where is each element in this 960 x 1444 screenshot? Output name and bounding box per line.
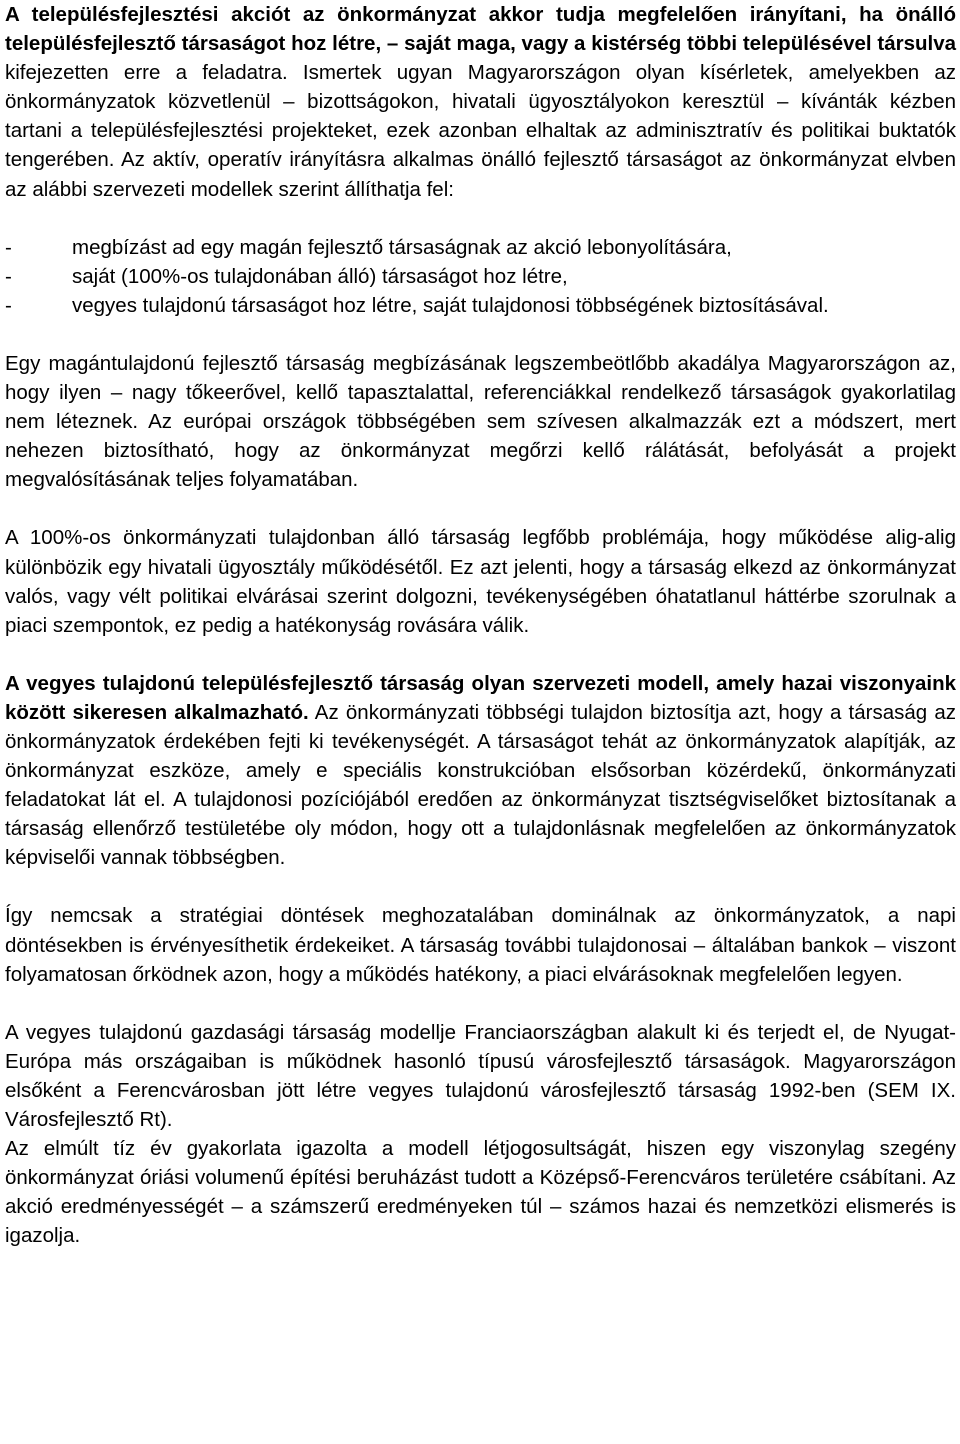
paragraph-mixed-ownership [5, 669, 956, 873]
paragraph-intro [5, 0, 956, 204]
mixed-ownership-text: Az önkormányzati többségi tulajdon biztosítja azt, hogy a társaság az önkormányzatok érdekében fejti ki tevékenységét. A társaságot tehát az önkormányzatok alapítják, az önkormányzat eszköze, amely e speciális konstrukcióban elsősorban közérdekű, önkormányzati feladatokat lát el. A tulajdonosi pozíciójából eredően az önkormányzat tisztségviselőket biztosítanak a társaság ellenőrző testületébe oly módon, hogy ott a tulajdonlásnak megfelelően az önkormányzatok képviselői vannak többségben. [5, 700, 956, 870]
paragraph-results: Az elmúlt tíz év gyakorlata igazolta a modell létjogosultságát, hiszen egy viszonylag szegény önkormányzat óriási volumenű építési beruházást tudott a Középső-Ferencváros területére csábítani. Az akció eredményességét – a számszerű eredményeken túl – számos hazai és nemzetközi elismerés is igazolja. [5, 1137, 956, 1248]
list-dash: - [5, 293, 12, 317]
mixed-ownership-bold-text: A vegyes tulajdonú településfejlesztő társaság olyan szervezeti modell, amely hazai viszonyaink között sikeresen alkalmazható. [5, 671, 956, 724]
intro-bold-text: A településfejlesztési akciót az önkormányzat akkor tudja megfelelően irányítani, ha önálló településfejlesztő társaságot hoz létre, – saját maga, vagy a kistérség többi településével társulva [5, 3, 956, 56]
paragraph-private-developer: Egy magántulajdonú fejlesztő társaság megbízásának legszembeötlőbb akadálya Magyarországon az, hogy ilyen – nagy tőkeerővel, kellő tapasztalattal, referenciákkal rendelkező társaságok gyakorlatilag nem léteznek. Az európai országok többségében sem szívesen alkalmazzák ezt a módszert, mert nehezen biztosítható, hogy az önkormányzat megőrzi kellő rálátását, befolyását a projekt megvalósításának teljes folyamatában. [5, 351, 956, 492]
intro-text: kifejezetten erre a feladatra. Ismertek ugyan Magyarországon olyan kísérletek, amelyekben az önkormányzatok közvetlenül – bizottságokon, hivatali ügyosztályokon keresztül – kívánták kézben tartani a településfejlesztési projekteket, ezek azonban elhaltak az adminisztratív és politikai buktatók tengerében. Az aktív, operatív irányításra alkalmas önálló fejlesztő társaságot az önkormányzat elvben az alábbi szervezeti modellek szerint állíthatja fel: [5, 61, 956, 201]
list-dash: - [5, 264, 12, 288]
list-item-text: megbízást ad egy magán fejlesztő társaságnak az akció lebonyolítására, [72, 235, 732, 259]
list-dash: - [5, 235, 12, 259]
model-list [5, 233, 956, 320]
paragraph-municipal-company: A 100%-os önkormányzati tulajdonban álló társaság legfőbb problémája, hogy működése alig-alig különbözik egy hivatali ügyosztály működésétől. Ez azt jelenti, hogy a társaság elkezd az önkormányzat valós, vagy vélt politikai elvárásai szerint dolgozni, tevékenységében óhatatlanul háttérbe szorulnak a piaci szempontok, ez pedig a hatékonyság rovására válik. [5, 526, 956, 637]
list-item-text: saját (100%-os tulajdonában álló) társaságot hoz létre, [72, 264, 568, 288]
paragraph-decisions: Így nemcsak a stratégiai döntések meghozatalában dominálnak az önkormányzatok, a napi döntésekben is érvényesíthetik érdekeiket. A társaság további tulajdonosai – általában bankok – viszont folyamatosan őrködnek azon, hogy a működés hatékony, a piaci elvárásoknak megfelelően legyen. [5, 904, 956, 986]
list-item [5, 233, 956, 262]
paragraph-france-model: A vegyes tulajdonú gazdasági társaság modellje Franciaországban alakult ki és terjedt el, de Nyugat-Európa más országaiban is működnek hasonló típusú városfejlesztő társaságok. Magyarországon elsőként a Ferencvárosban jött létre vegyes tulajdonú városfejlesztő társaság 1992-ben (SEM IX. Városfejlesztő Rt). [5, 1020, 956, 1131]
list-item [5, 291, 956, 320]
list-item-text: vegyes tulajdonú társaságot hoz létre, saját tulajdonosi többségének biztosításával. [72, 293, 829, 317]
document-page [5, 0, 956, 1250]
list-item [5, 262, 956, 291]
